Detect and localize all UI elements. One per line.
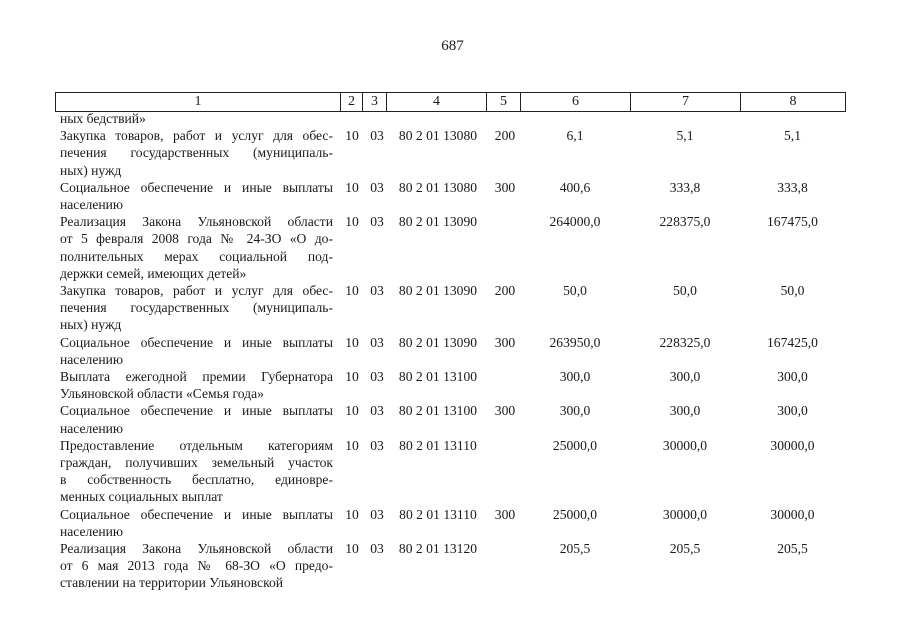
target-article-code: 80 2 01 13090	[398, 334, 478, 350]
description-line: Ульяновской области «Семья года»	[60, 386, 264, 402]
amount-year-3: 300,0	[777, 403, 808, 419]
expense-type-code	[490, 540, 520, 557]
target-article-code: 80 2 01 13110	[399, 437, 477, 453]
amount-year-3: 333,8	[777, 179, 808, 195]
amount-year-2	[630, 110, 740, 127]
table-body	[0, 110, 905, 592]
description-line: Социальное обеспечение и иные выплаты	[60, 179, 333, 195]
subsection-code: 03	[370, 506, 384, 522]
description-line: Реализация Закона Ульяновской области	[60, 540, 333, 556]
section-code: 10	[345, 214, 359, 230]
column-header-6: 6	[521, 93, 631, 112]
amount-year-3: 30000,0	[770, 506, 815, 522]
description-line: Закупка товаров, работ и услуг для обес-	[60, 282, 333, 298]
target-article-code: 80 2 01 13090	[398, 214, 478, 230]
amount-year-1: 6,1	[566, 128, 584, 144]
description-line: граждан, получивших земельный участок	[60, 454, 333, 470]
table-row	[0, 402, 905, 436]
column-header-8: 8	[741, 93, 846, 112]
description-line: ных) нужд	[60, 162, 122, 178]
subsection-code: 03	[370, 403, 384, 419]
amount-year-2: 30000,0	[662, 506, 708, 522]
amount-year-2: 205,5	[669, 540, 701, 556]
description-line: Реализация Закона Ульяновской области	[60, 214, 333, 230]
section-code: 10	[345, 437, 359, 453]
section-code	[343, 110, 361, 127]
expense-type-code: 300	[494, 506, 516, 522]
description-line: печения государственных (муниципаль-	[60, 300, 333, 316]
expense-type-code: 300	[494, 334, 516, 350]
page-number: 687	[441, 38, 464, 54]
table-row	[0, 540, 905, 592]
description-line: Социальное обеспечение и иные выплаты	[60, 334, 333, 350]
amount-year-1: 205,5	[559, 540, 591, 556]
expense-type-code	[490, 213, 520, 230]
column-header-row	[56, 93, 846, 112]
description-line: Социальное обеспечение и иные выплаты	[60, 506, 333, 522]
table-row	[0, 179, 905, 213]
amount-year-3: 5,1	[784, 128, 801, 144]
amount-year-1: 300,0	[559, 403, 591, 419]
target-article-code: 80 2 01 13100	[398, 403, 478, 419]
table-row	[0, 368, 905, 402]
row-description	[60, 368, 333, 402]
description-line: Закупка товаров, работ и услуг для обес-	[60, 128, 333, 144]
row-description	[60, 540, 333, 592]
row-description	[60, 402, 333, 436]
amount-year-2: 300,0	[669, 368, 701, 384]
description-line: Социальное обеспечение и иные выплаты	[60, 403, 333, 419]
amount-year-3: 167425,0	[767, 334, 818, 350]
target-article-code: 80 2 01 13080	[398, 128, 478, 144]
amount-year-1: 50,0	[563, 282, 587, 298]
amount-year-2: 333,8	[669, 179, 701, 195]
subsection-code: 03	[370, 368, 384, 384]
row-description	[60, 127, 333, 179]
table-row	[0, 127, 905, 179]
section-code: 10	[345, 179, 359, 195]
section-code: 10	[345, 403, 359, 419]
table-row	[0, 213, 905, 282]
description-line: ставлении на территории Ульяновской	[60, 575, 284, 591]
row-description	[60, 213, 333, 282]
description-line: печения государственных (муниципаль-	[60, 145, 333, 161]
amount-year-1: 25000,0	[552, 437, 598, 453]
description-line: в собственность бесплатно, единовре-	[60, 472, 333, 488]
amount-year-1: 264000,0	[549, 214, 601, 230]
description-line: менных социальных выплат	[60, 489, 223, 505]
amount-year-3: 30000,0	[770, 437, 815, 453]
amount-year-1: 300,0	[559, 368, 591, 384]
subsection-code: 03	[370, 282, 384, 298]
column-header-1: 1	[56, 93, 341, 112]
section-code: 10	[345, 282, 359, 298]
amount-year-3: 167475,0	[767, 214, 818, 230]
expense-type-code	[490, 437, 520, 454]
description-line: населению	[60, 196, 124, 212]
description-line: ных бедствий»	[60, 111, 146, 126]
row-description	[60, 110, 333, 127]
table-row	[0, 506, 905, 540]
description-line: населению	[60, 523, 124, 539]
table-row	[0, 110, 905, 127]
table-row	[0, 282, 905, 334]
description-line: полнительных мерах социальной под-	[60, 248, 333, 264]
description-line: от 6 мая 2013 года № 68-ЗО «О предо-	[60, 558, 333, 574]
row-description	[60, 506, 333, 540]
description-line: Выплата ежегодной премии Губернатора	[60, 368, 333, 384]
column-header-7: 7	[631, 93, 741, 112]
amount-year-2: 300,0	[669, 403, 701, 419]
amount-year-3: 50,0	[780, 282, 805, 298]
description-line: от 5 февраля 2008 года № 24-ЗО «О до-	[60, 231, 333, 247]
row-description	[60, 437, 333, 506]
expense-type-code: 300	[494, 179, 516, 195]
amount-year-2: 228375,0	[659, 214, 711, 230]
column-header-4: 4	[387, 93, 487, 112]
amount-year-1: 400,6	[559, 179, 591, 195]
amount-year-1: 263950,0	[549, 334, 601, 350]
amount-year-3: 205,5	[777, 540, 808, 556]
amount-year-2: 5,1	[676, 128, 694, 144]
subsection-code: 03	[370, 214, 384, 230]
table-row	[0, 334, 905, 368]
amount-year-1: 25000,0	[552, 506, 598, 522]
expense-type-code: 300	[494, 403, 516, 419]
amount-year-2: 30000,0	[662, 437, 708, 453]
target-article-code: 80 2 01 13080	[398, 179, 478, 195]
description-line: держки семей, имеющих детей»	[60, 265, 247, 281]
target-article-code: 80 2 01 13110	[399, 506, 477, 522]
subsection-code: 03	[370, 540, 384, 556]
target-article-code: 80 2 01 13100	[398, 368, 478, 384]
section-code: 10	[345, 334, 359, 350]
row-description	[60, 334, 333, 368]
expense-type-code	[490, 110, 520, 127]
section-code: 10	[345, 128, 359, 144]
amount-year-3: 300,0	[777, 368, 808, 384]
description-line: ных) нужд	[60, 317, 122, 333]
target-article-code	[390, 110, 486, 127]
description-line: населению	[60, 351, 124, 367]
column-header-3: 3	[363, 93, 387, 112]
amount-year-2: 50,0	[673, 282, 697, 298]
column-header-table	[55, 92, 846, 112]
section-code: 10	[345, 368, 359, 384]
target-article-code: 80 2 01 13120	[398, 540, 478, 556]
section-code: 10	[345, 540, 359, 556]
subsection-code	[367, 110, 387, 127]
description-line: Предоставление отдельным категориям	[60, 437, 333, 453]
column-header-2: 2	[341, 93, 363, 112]
row-description	[60, 282, 333, 334]
expense-type-code: 200	[494, 282, 516, 298]
expense-type-code: 200	[494, 128, 516, 144]
row-description	[60, 179, 333, 213]
subsection-code: 03	[370, 437, 384, 453]
target-article-code: 80 2 01 13090	[398, 282, 478, 298]
subsection-code: 03	[370, 334, 384, 350]
amount-year-1	[520, 110, 630, 127]
section-code: 10	[345, 506, 359, 522]
subsection-code: 03	[370, 179, 384, 195]
table-row	[0, 437, 905, 506]
subsection-code: 03	[370, 128, 384, 144]
amount-year-2: 228325,0	[659, 334, 711, 350]
amount-year-3	[740, 110, 845, 127]
description-line: населению	[60, 420, 124, 436]
expense-type-code	[490, 368, 520, 385]
column-header-5: 5	[487, 93, 521, 112]
